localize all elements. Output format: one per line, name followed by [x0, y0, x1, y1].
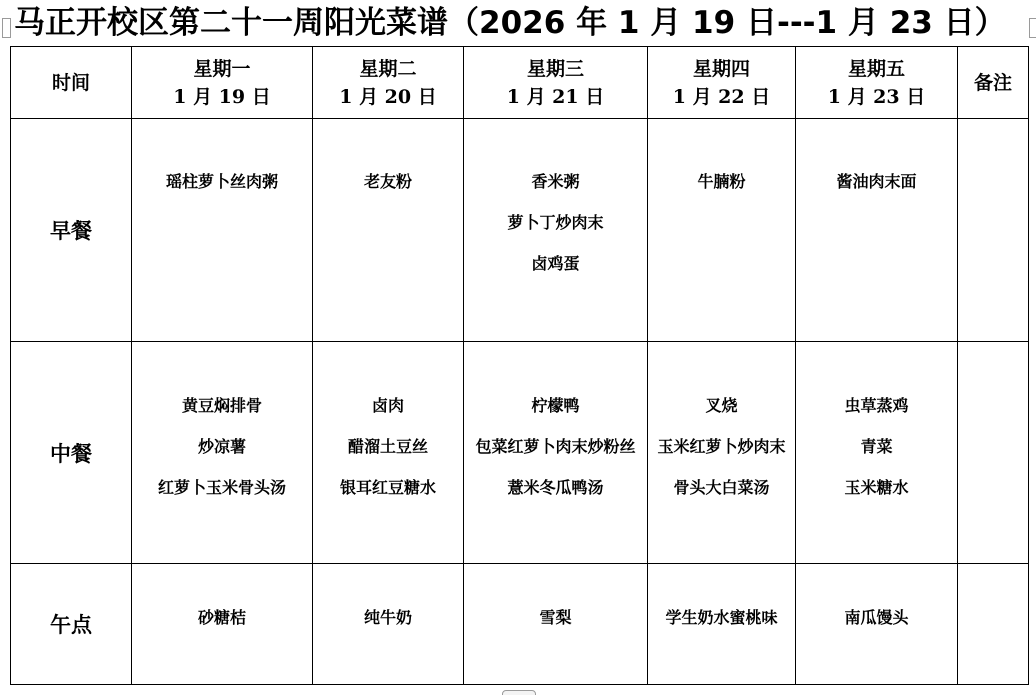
dish-item: 醋溜土豆丝: [347, 437, 428, 456]
meal-label-snack: 午点: [11, 564, 132, 685]
dish-item: 酱油肉末面: [836, 172, 917, 191]
menu-cell: [132, 119, 313, 342]
date-label: 1 月 20 日: [339, 85, 437, 108]
dish-item: 学生奶水蜜桃味: [665, 608, 778, 627]
date-label: 1 月 23 日: [827, 85, 926, 108]
dish-item: 砂糖桔: [197, 608, 246, 627]
notes-cell: [958, 342, 1029, 564]
header-row: [11, 47, 1029, 119]
menu-cell: [796, 564, 958, 685]
dish-item: 玉米糖水: [844, 478, 909, 497]
dish-item: 炒凉薯: [197, 437, 246, 456]
menu-cell: [313, 342, 464, 564]
dish-item: 老友粉: [363, 172, 412, 191]
menu-cell: [464, 564, 648, 685]
notes-cell: [958, 119, 1029, 342]
page-tab-handle[interactable]: [502, 690, 536, 695]
menu-cell: [648, 564, 796, 685]
menu-cell: [464, 342, 648, 564]
dish-item: 黄豆焖排骨: [181, 396, 262, 415]
page-title: 马正开校区第二十一周阳光菜谱（2026 年 1 月 19 日---1 月 23 日）: [14, 5, 1006, 41]
right-margin-marker: [1029, 18, 1036, 38]
day-header-tue: [313, 47, 464, 119]
day-header-fri: [796, 47, 958, 119]
dish-item: 香米粥: [531, 172, 580, 191]
dish-item: 玉米红萝卜炒肉末: [657, 437, 786, 456]
notes-cell: [958, 564, 1029, 685]
meal-label-lunch: 中餐: [11, 342, 132, 564]
dish-item: 卤肉: [371, 396, 404, 415]
dish-item: 瑶柱萝卜丝肉粥: [165, 172, 278, 191]
dish-item: 纯牛奶: [363, 608, 412, 627]
menu-cell: [648, 119, 796, 342]
day-header-mon: [132, 47, 313, 119]
dish-item: 骨头大白菜汤: [673, 478, 770, 497]
menu-table: [10, 46, 1029, 685]
dish-item: 南瓜馒头: [844, 608, 909, 627]
dish-item: 红萝卜玉米骨头汤: [157, 478, 286, 497]
dish-item: 卤鸡蛋: [531, 254, 580, 273]
time-header: 时间: [11, 47, 132, 119]
date-label: 1 月 22 日: [672, 85, 771, 108]
weekday-label: 星期二: [359, 57, 417, 80]
date-label: 1 月 19 日: [173, 85, 271, 108]
weekday-label: 星期三: [526, 57, 584, 80]
breakfast-row: [11, 119, 1029, 342]
dish-item: 银耳红豆糖水: [339, 478, 436, 497]
left-margin-marker: [2, 18, 11, 38]
dish-item: 包菜红萝卜肉末炒粉丝: [475, 437, 636, 456]
menu-cell: [796, 119, 958, 342]
menu-cell: [648, 342, 796, 564]
dish-item: 薏米冬瓜鸭汤: [507, 478, 604, 497]
snack-row: [11, 564, 1029, 685]
menu-cell: [464, 119, 648, 342]
dish-item: 牛腩粉: [697, 172, 746, 191]
dish-item: 柠檬鸭: [531, 396, 580, 415]
weekday-label: 星期五: [847, 57, 905, 80]
weekday-label: 星期一: [193, 57, 251, 80]
dish-item: 青菜: [860, 437, 893, 456]
dish-item: 萝卜丁炒肉末: [507, 213, 604, 232]
notes-header: 备注: [958, 47, 1029, 119]
menu-cell: [796, 342, 958, 564]
day-header-wed: [464, 47, 648, 119]
dish-item: 叉烧: [705, 396, 738, 415]
date-label: 1 月 21 日: [506, 85, 605, 108]
menu-cell: [132, 342, 313, 564]
menu-cell: [132, 564, 313, 685]
menu-cell: [313, 564, 464, 685]
day-header-thu: [648, 47, 796, 119]
dish-item: 雪梨: [539, 608, 572, 627]
meal-label-breakfast: 早餐: [11, 119, 132, 342]
menu-cell: [313, 119, 464, 342]
dish-item: 虫草蒸鸡: [844, 396, 909, 415]
weekday-label: 星期四: [692, 57, 750, 80]
lunch-row: [11, 342, 1029, 564]
